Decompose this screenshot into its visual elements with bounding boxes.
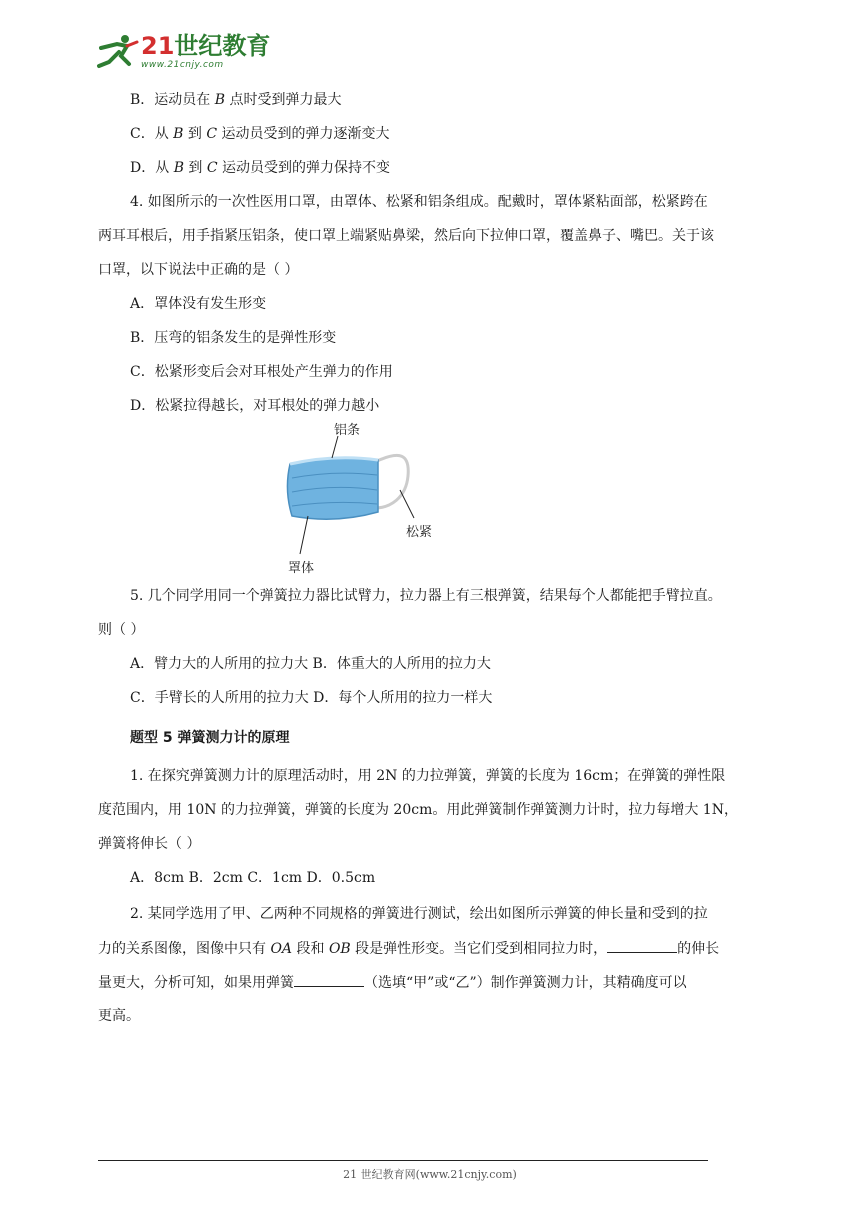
q4-option-d: D．松紧拉得越长，对耳根处的弹力越小 (130, 398, 380, 414)
logo-number: 21 (141, 32, 175, 60)
footer-divider (98, 1160, 708, 1161)
s1-stem-line1: 1. 在探究弹簧测力计的原理活动时，用 2N 的力拉弹簧，弹簧的长度为 16cm；在弹簧的弹性限 (130, 768, 726, 784)
s2-stem-line3: 量更大，分析可知，如果用弹簧 （选填“甲”或“乙”）制作弹簧测力计，其精确度可以 (98, 972, 687, 993)
q4-stem-line1: 4. 如图所示的一次性医用口罩，由罩体、松紧和铝条组成。配戴时，罩体紧粘面部，松紧跨在 (130, 194, 708, 210)
s2-stem-line1: 2. 某同学选用了甲、乙两种不同规格的弹簧进行测试，绘出如图所示弹簧的伸长量和受到的拉 (130, 906, 708, 922)
answer-blank-1[interactable] (607, 938, 677, 953)
q4-stem-line3: 口罩，以下说法中正确的是（ ） (98, 262, 299, 278)
s1-options: A．8cm B．2cm C．1cm D．0.5cm (130, 870, 376, 886)
s2-stem-line4: 更高。 (98, 1008, 140, 1024)
label-aluminum: 铝条 (334, 423, 361, 438)
q5-stem-line1: 5. 几个同学用同一个弹簧拉力器比试臂力，拉力器上有三根弹簧，结果每个人都能把手臂拉直。 (130, 588, 722, 604)
q3-option-c: C．从 B 到 C 运动员受到的弹力逐渐变大 (130, 126, 390, 142)
runner-logo-icon (95, 32, 141, 72)
q5-options-cd: C．手臂长的人所用的拉力大 D．每个人所用的拉力一样大 (130, 690, 493, 706)
mask-figure (280, 420, 460, 580)
q4-option-b: B．压弯的铝条发生的是弹性形变 (130, 330, 337, 346)
q3-option-d: D．从 B 到 C 运动员受到的弹力保持不变 (130, 160, 391, 176)
logo-brand: 世纪教育 (174, 32, 271, 60)
footer-text: 21 世纪教育网(www.21cnjy.com) (343, 1168, 517, 1181)
q3-option-b: B．运动员在 B 点时受到弹力最大 (130, 92, 342, 108)
q5-stem-line2: 则（ ） (98, 622, 145, 638)
site-logo (95, 32, 270, 72)
s2-stem-line2: 力的关系图像，图像中只有 OA 段和 OB 段是弹性形变。当它们受到相同拉力时， 的伸长 (98, 938, 719, 959)
label-elastic: 松紧 (406, 525, 433, 540)
label-mask-body: 罩体 (288, 561, 315, 576)
q4-stem-line2: 两耳耳根后，用手指紧压铝条，使口罩上端紧贴鼻梁，然后向下拉伸口罩，覆盖鼻子、嘴巴。关于该 (98, 228, 714, 244)
logo-url: www.21cnjy.com (141, 60, 224, 70)
q5-options-ab: A．臂力大的人所用的拉力大 B．体重大的人所用的拉力大 (130, 656, 491, 672)
section-heading: 题型 5 弹簧测力计的原理 (130, 730, 290, 746)
s1-stem-line3: 弹簧将伸长（ ） (98, 836, 201, 852)
s1-stem-line2: 度范围内，用 10N 的力拉弹簧，弹簧的长度为 20cm。用此弹簧制作弹簧测力计时，拉力每增大 1N， (98, 802, 738, 818)
q4-option-c: C．松紧形变后会对耳根处产生弹力的作用 (130, 364, 393, 380)
answer-blank-2[interactable] (294, 972, 364, 987)
q4-option-a: A．罩体没有发生形变 (130, 296, 267, 312)
